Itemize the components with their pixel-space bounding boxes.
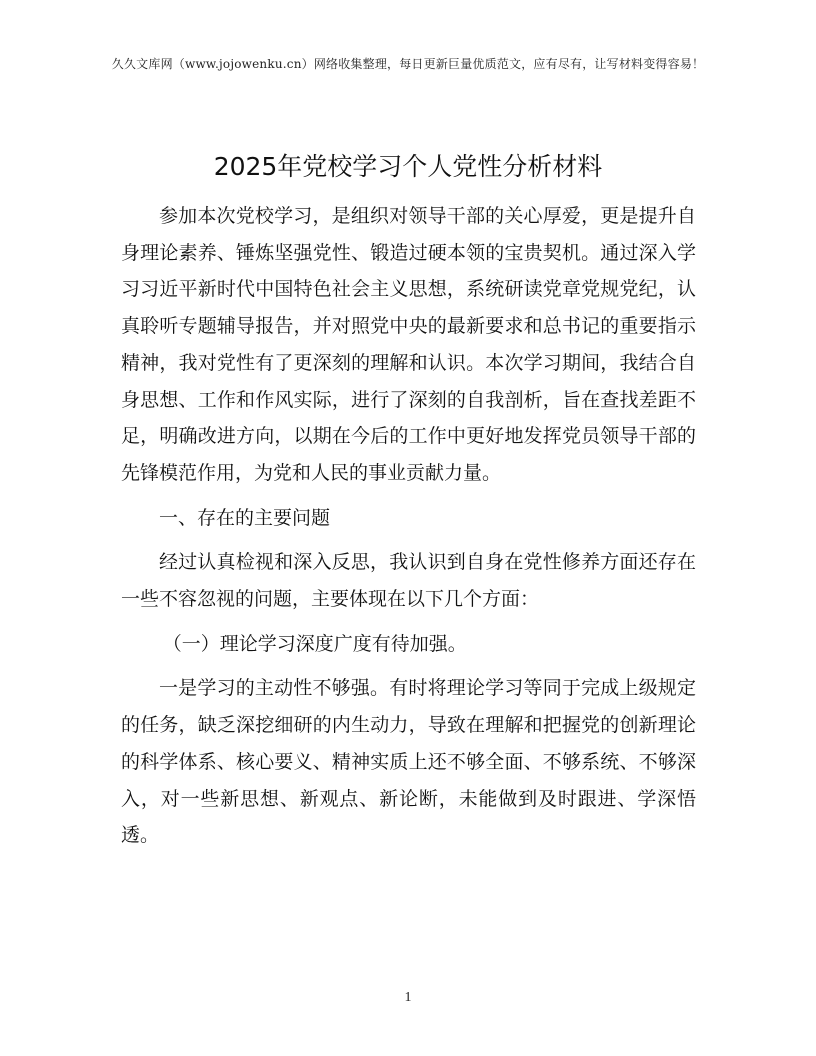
subsection-heading: （一）理论学习深度广度有待加强。 [162,632,467,655]
page-number: 1 [404,990,412,1005]
document-body [121,198,696,862]
page-header-text: 久久文库网（www.jojowenku.cn）网络收集整理，每日更新巨量优质范文，应有尽有，让写材料变得容易！ [111,57,705,71]
intro-paragraph: 参加本次党校学习，是组织对领导干部的关心厚爱，更是提升自身理论素养、锤炼坚强党性、锻造过硬本领的宝贵契机。通过深入学习习近平新时代中国特色社会主义思想，系统研读党章党规党纪，认真聆听专题辅导报告，并对照党中央的最新要求和总书记的重要指示精神，我对党性有了更深刻的理解和认识。本次学习期间，我结合自身思想、工作和作风实际，进行了深刻的自我剖析，旨在查找差距不足，明确改进方向，以期在今后的工作中更好地发挥党员领导干部的先锋模范作用，为党和人民的事业贡献力量。 [121,205,696,484]
document-title: 2025年党校学习个人党性分析材料 [213,152,603,181]
section-heading: 一、存在的主要问题 [159,506,331,529]
body-paragraph: 一是学习的主动性不够强。有时将理论学习等同于完成上级规定的任务，缺乏深挖细研的内生动力，导致在理解和把握党的创新理论的科学体系、核心要义、精神实质上还不够全面、不够系统、不够深入，对一些新思想、新观点、新论断，未能做到及时跟进、学深悟透。 [121,677,696,847]
body-paragraph: 经过认真检视和深入反思，我认识到自身在党性修养方面还存在一些不容忽视的问题，主要体现在以下几个方面： [121,551,696,611]
